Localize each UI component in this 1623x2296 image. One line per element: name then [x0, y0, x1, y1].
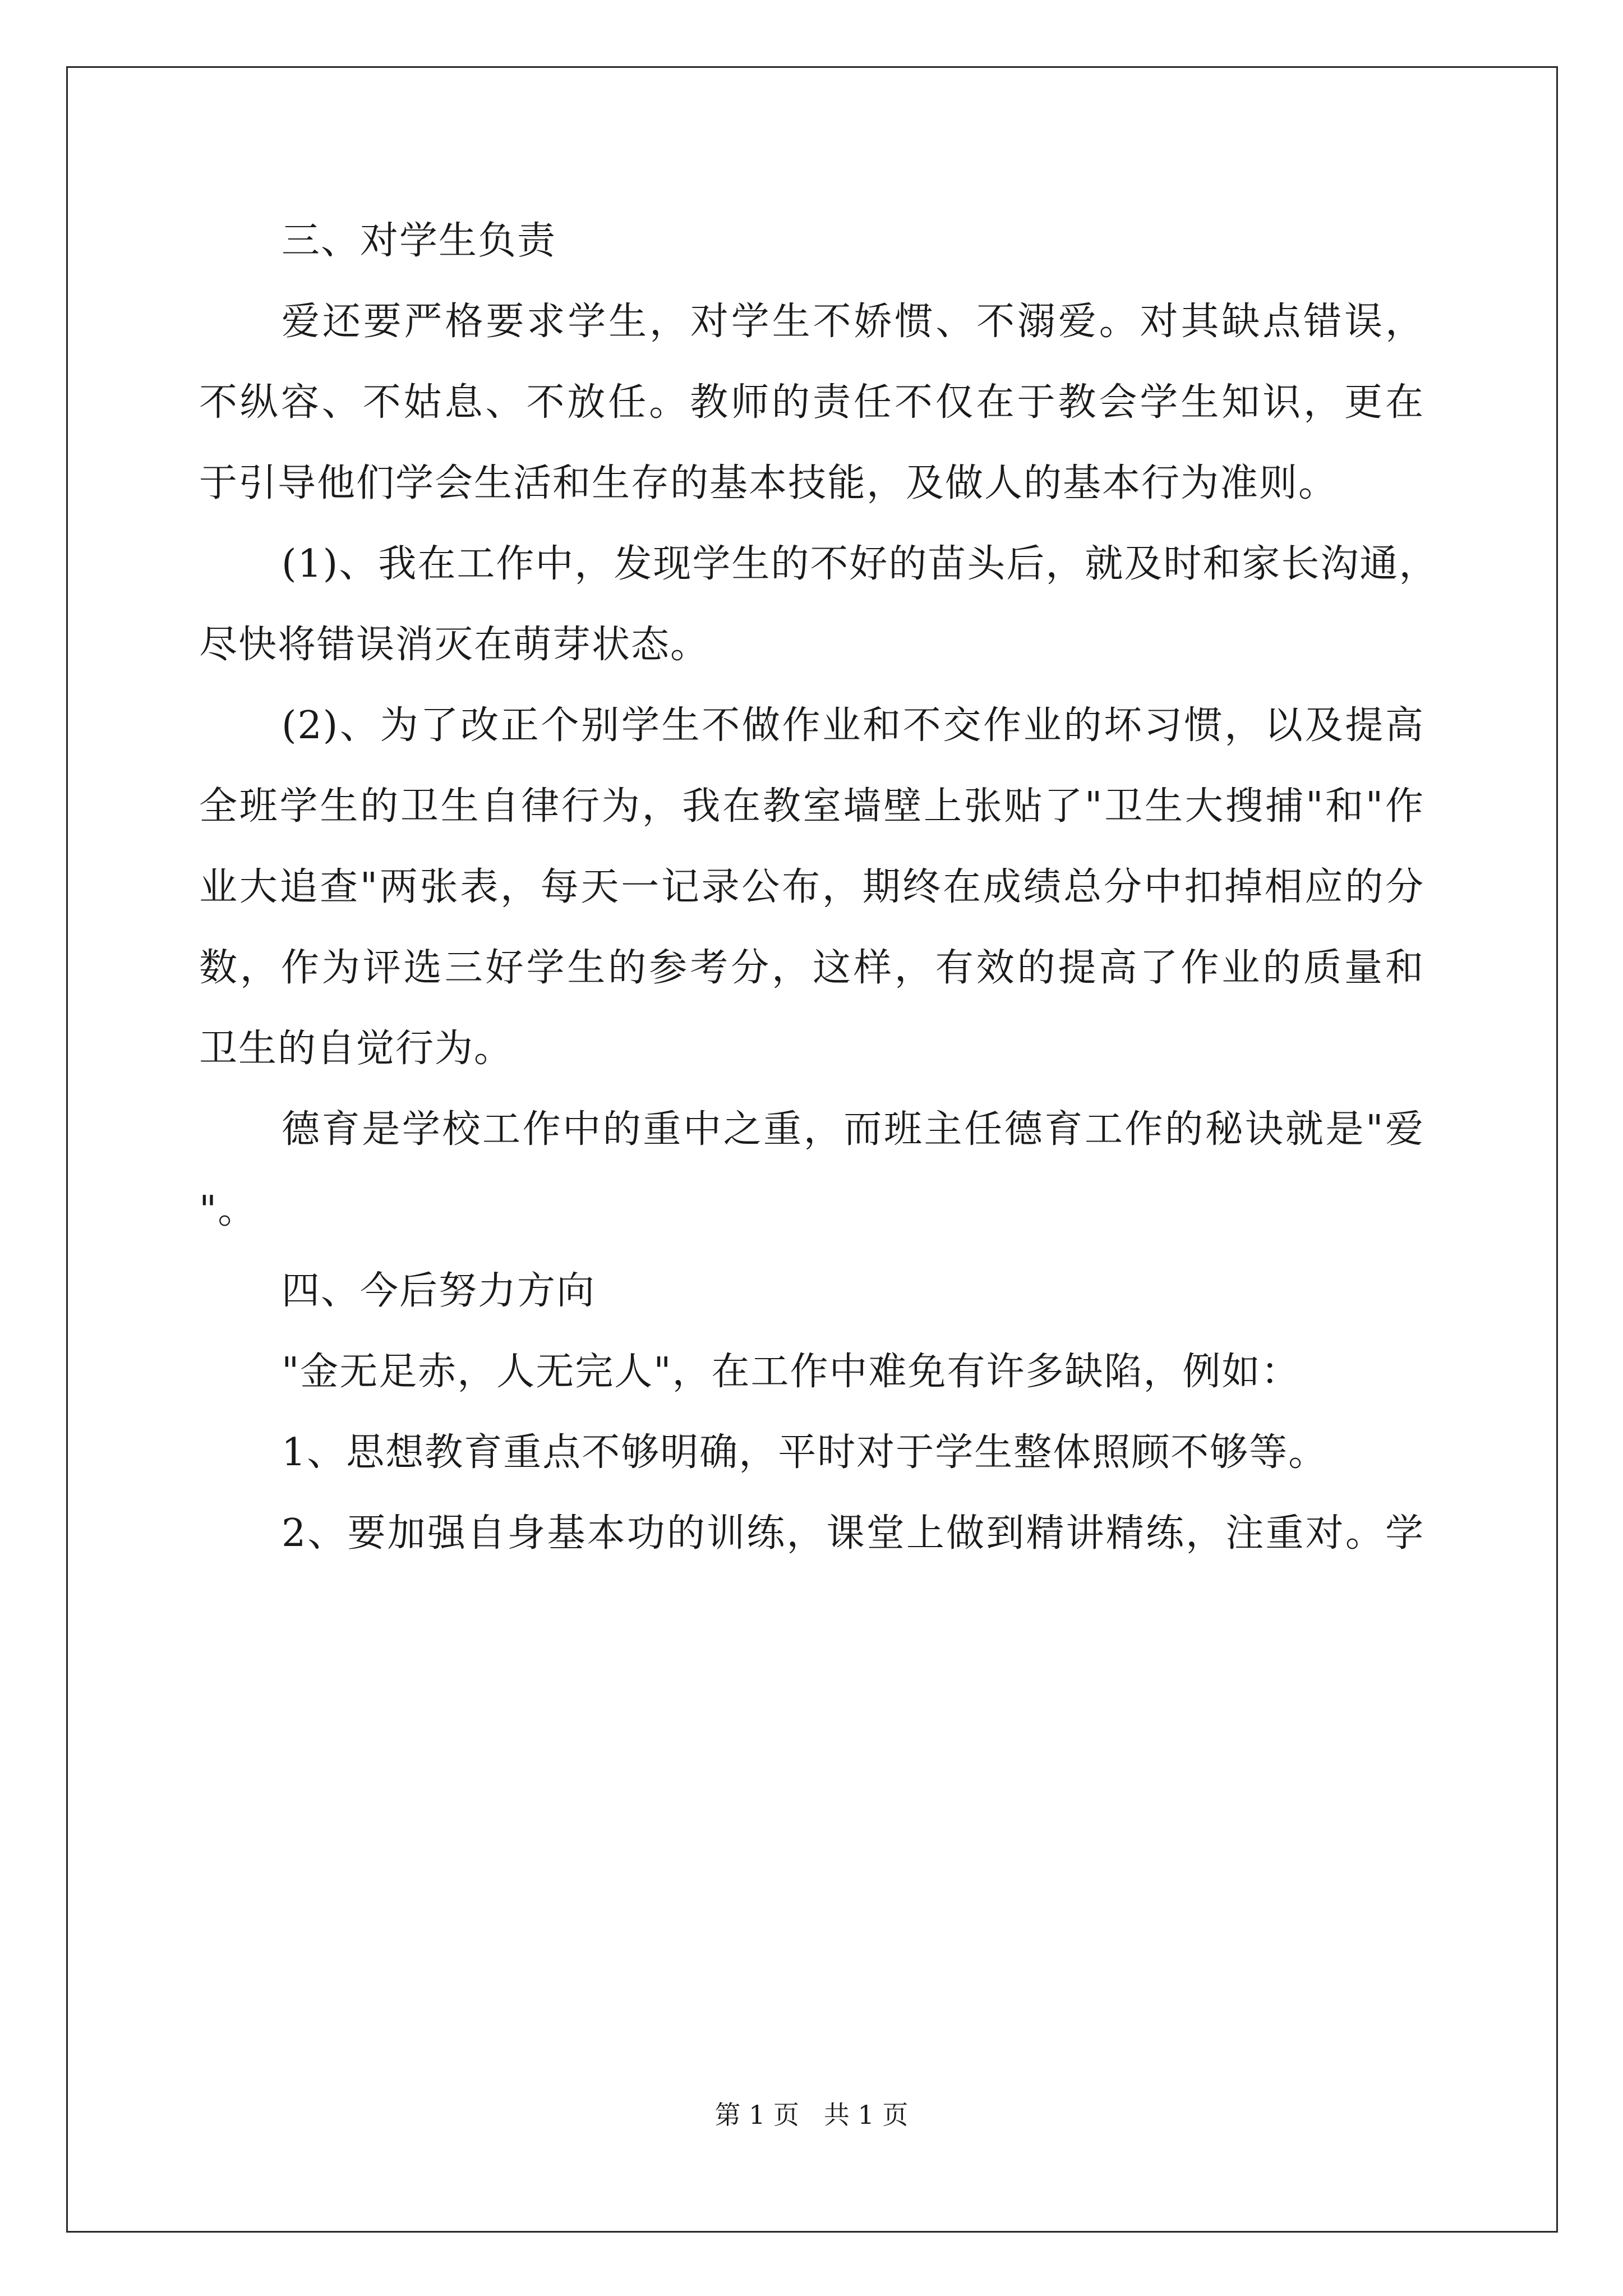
paragraph-line: 业大追查"两张表，每天一记录公布，期终在成绩总分中扣掉相应的分 [199, 865, 1424, 909]
paragraph-line: 全班学生的卫生自律行为，我在教室墙壁上张贴了"卫生大搜捕"和"作 [199, 784, 1424, 829]
paragraph-line: 于引导他们学会生活和生存的基本技能，及做人的基本行为准则。 [199, 461, 1338, 505]
paragraph-line: (2)、为了改正个别学生不做作业和不交作业的坏习惯，以及提高 [282, 703, 1424, 748]
paragraph-line: (1)、我在工作中，发现学生的不好的苗头后，就及时和家长沟通， [282, 542, 1438, 586]
section-heading-3: 三、对学生负责 [282, 219, 557, 263]
paragraph-line: 尽快将错误消灭在萌芽状态。 [199, 623, 710, 667]
paragraph-line: "金无足赤，人无完人"，在工作中难免有许多缺陷，例如： [282, 1350, 1301, 1394]
paragraph-line: 数，作为评选三好学生的参考分，这样，有效的提高了作业的质量和 [199, 946, 1424, 990]
page-footer: 第 1 页 共 1 页 [714, 2100, 909, 2130]
paragraph-line: 不纵容、不姑息、不放任。教师的责任不仅在于教会学生知识，更在 [199, 380, 1424, 425]
paragraph-line: "。 [199, 1188, 257, 1232]
list-item: 2、要加强自身基本功的训练，课堂上做到精讲精练，注重对。学 [282, 1511, 1424, 1556]
paragraph-line: 卫生的自觉行为。 [199, 1027, 514, 1071]
paragraph-line: 德育是学校工作中的重中之重，而班主任德育工作的秘诀就是"爱 [282, 1107, 1424, 1152]
paragraph-line: 爱还要严格要求学生，对学生不娇惯、不溺爱。对其缺点错误， [282, 300, 1424, 344]
section-heading-4: 四、今后努力方向 [282, 1269, 596, 1313]
list-item: 1、思想教育重点不够明确，平时对于学生整体照顾不够等。 [282, 1430, 1328, 1475]
